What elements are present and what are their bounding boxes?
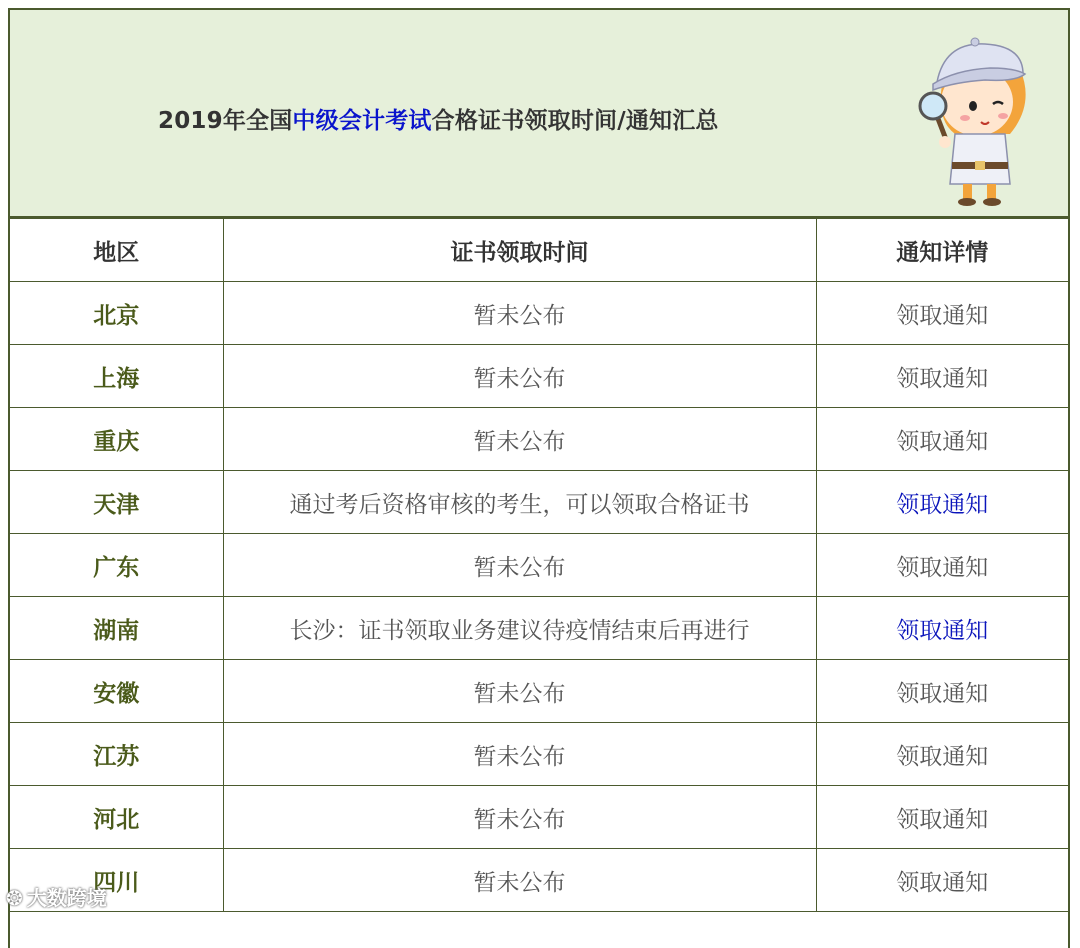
notice-link[interactable]: 领取通知 bbox=[816, 471, 1068, 534]
table-row bbox=[10, 597, 1068, 660]
table-row bbox=[10, 408, 1068, 471]
table-header-row bbox=[10, 219, 1068, 282]
region-cell: 上海 bbox=[10, 345, 223, 408]
notice-link: 领取通知 bbox=[816, 723, 1068, 786]
page-title bbox=[158, 102, 719, 135]
time-cell: 暂未公布 bbox=[223, 345, 816, 408]
region-cell: 江苏 bbox=[10, 723, 223, 786]
region-cell: 河北 bbox=[10, 786, 223, 849]
table-row bbox=[10, 471, 1068, 534]
region-cell: 北京 bbox=[10, 282, 223, 345]
region-cell: 重庆 bbox=[10, 408, 223, 471]
time-cell: 通过考后资格审核的考生，可以领取合格证书 bbox=[223, 471, 816, 534]
table-row bbox=[10, 534, 1068, 597]
region-cell: 湖南 bbox=[10, 597, 223, 660]
notice-link: 领取通知 bbox=[816, 786, 1068, 849]
time-cell: 暂未公布 bbox=[223, 534, 816, 597]
notice-link: 领取通知 bbox=[816, 345, 1068, 408]
watermark-text: 大数跨境 bbox=[26, 886, 107, 910]
region-cell: 四川 bbox=[10, 849, 223, 912]
region-cell: 天津 bbox=[10, 471, 223, 534]
table-row bbox=[10, 282, 1068, 345]
notice-link: 领取通知 bbox=[816, 534, 1068, 597]
watermark bbox=[6, 882, 107, 911]
column-header-time: 证书领取时间 bbox=[223, 219, 816, 282]
column-header-region: 地区 bbox=[10, 219, 223, 282]
weibo-icon: ❂ bbox=[6, 886, 23, 910]
time-cell: 暂未公布 bbox=[223, 282, 816, 345]
magnifier-detective-mascot-icon bbox=[915, 24, 1035, 209]
title-prefix: 2019年全国 bbox=[158, 108, 293, 134]
table-row bbox=[10, 345, 1068, 408]
time-cell: 暂未公布 bbox=[223, 849, 816, 912]
notice-link[interactable]: 领取通知 bbox=[816, 597, 1068, 660]
region-cell: 广东 bbox=[10, 534, 223, 597]
time-cell: 暂未公布 bbox=[223, 660, 816, 723]
column-header-notice: 通知详情 bbox=[816, 219, 1068, 282]
notice-link: 领取通知 bbox=[816, 660, 1068, 723]
header-banner bbox=[10, 10, 1068, 218]
title-suffix: 合格证书领取时间/通知汇总 bbox=[431, 108, 719, 134]
notice-link: 领取通知 bbox=[816, 849, 1068, 912]
table-row bbox=[10, 723, 1068, 786]
notice-link: 领取通知 bbox=[816, 408, 1068, 471]
time-cell: 暂未公布 bbox=[223, 786, 816, 849]
title-highlight: 中级会计考试 bbox=[292, 108, 432, 134]
time-cell: 暂未公布 bbox=[223, 408, 816, 471]
region-cell: 安徽 bbox=[10, 660, 223, 723]
notice-link: 领取通知 bbox=[816, 282, 1068, 345]
time-cell: 暂未公布 bbox=[223, 723, 816, 786]
table-row bbox=[10, 849, 1068, 912]
table-row bbox=[10, 660, 1068, 723]
table-row bbox=[10, 786, 1068, 849]
certificate-table bbox=[10, 218, 1068, 912]
page-frame bbox=[8, 8, 1070, 948]
time-cell: 长沙：证书领取业务建议待疫情结束后再进行 bbox=[223, 597, 816, 660]
